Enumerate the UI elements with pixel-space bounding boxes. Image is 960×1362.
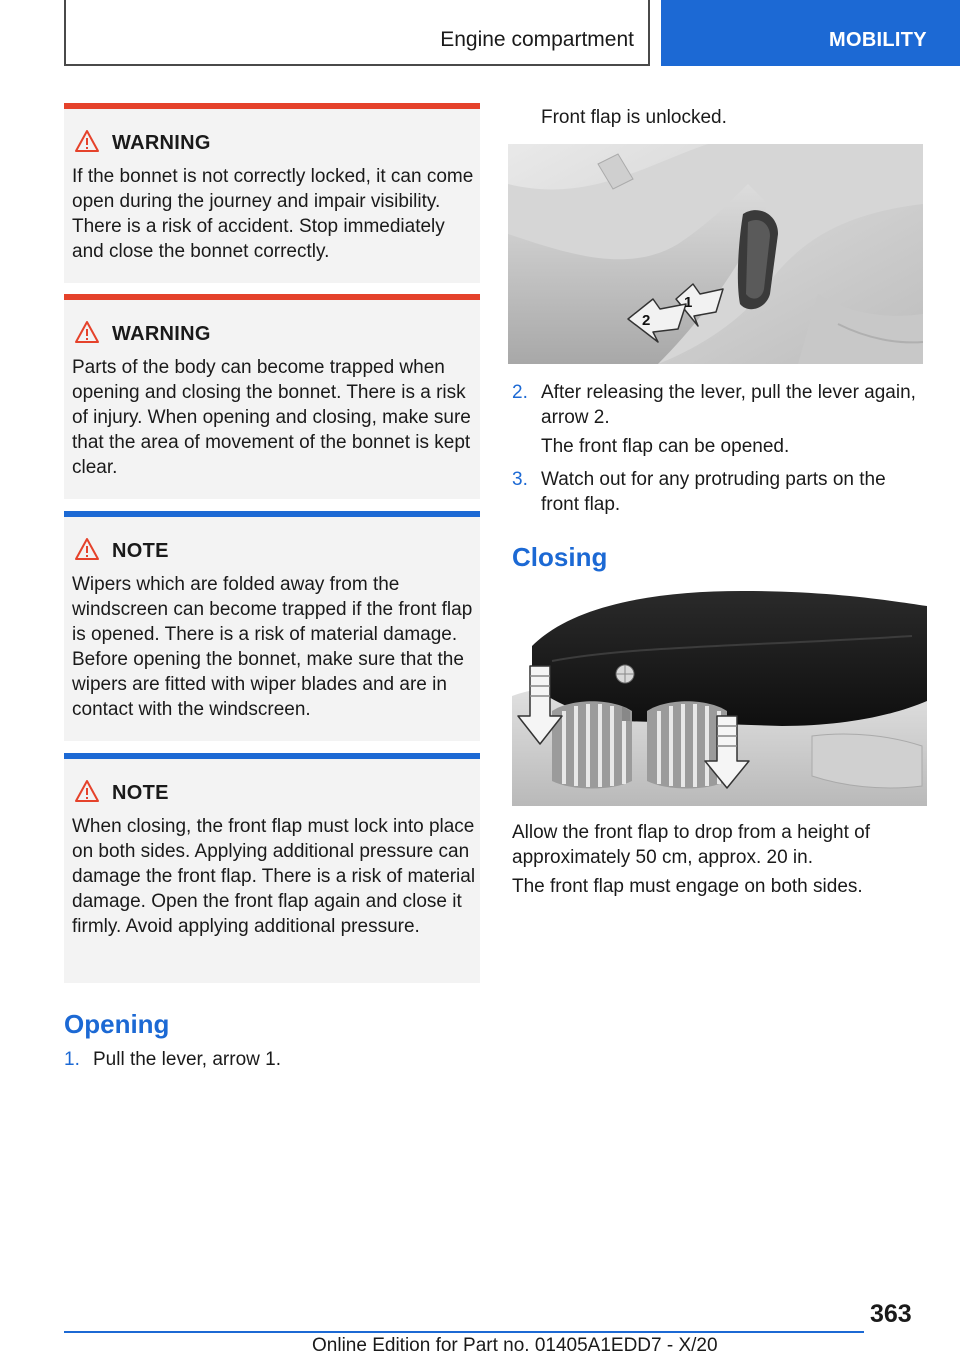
step-number: 2. <box>512 382 528 403</box>
closing-paragraph: Allow the front flap to drop from a height of approximately 50 cm, approx. 20 in. <box>512 822 871 868</box>
closing-heading: Closing <box>512 542 608 572</box>
warning-callout <box>64 103 480 283</box>
step-text: Watch out for any protruding parts on the front flap. <box>541 469 886 515</box>
warning-triangle-icon <box>74 129 100 153</box>
callout-text: Wipers which are folded away from the windscreen can become trapped if the front flap is opened. There is a risk of material damage. Before opening the bonnet, make sure that the wipers are fitted with wiper blades and are in contact with the windscreen. <box>72 574 473 720</box>
callout-label: WARNING <box>112 323 211 345</box>
warning-bar <box>64 294 480 300</box>
header-section-tab <box>64 0 650 66</box>
header-chapter-title: MOBILITY <box>829 29 927 51</box>
warning-callout <box>64 294 480 499</box>
callout-text: If the bonnet is not correctly locked, it can come open during the journey and impair visibility. There is a risk of accident. Stop immediately and close the bonnet correctly. <box>72 166 474 262</box>
note-bar <box>64 753 480 759</box>
warning-bar <box>64 103 480 109</box>
step-result: The front flap can be opened. <box>541 436 790 457</box>
arrow-label: 1 <box>684 294 693 311</box>
step-number: 3. <box>512 469 528 490</box>
header-section-title: Engine compartment <box>440 28 634 51</box>
opening-heading: Opening <box>64 1009 170 1039</box>
footer-edition: Online Edition for Part no. 01405A1EDD7 - X/20 <box>312 1335 718 1356</box>
callout-text: When closing, the front flap must lock into place on both sides. Applying additional pressure can damage the front flap. There is a risk of material damage. Open the front flap again and close it firmly. Avoid applying additional pressure. <box>72 816 476 937</box>
note-callout <box>64 753 480 983</box>
warning-triangle-icon <box>74 537 100 561</box>
callout-label: NOTE <box>112 540 169 562</box>
step-text: Pull the lever, arrow 1. <box>93 1049 281 1070</box>
warning-triangle-icon <box>74 779 100 803</box>
closing-paragraph: The front flap must engage on both sides. <box>512 876 863 897</box>
note-callout <box>64 511 480 741</box>
callout-text: Parts of the body can become trapped when opening and closing the bonnet. There is a risk of injury. When opening and closing, make sure that the area of movement of the bonnet is kept clear. <box>72 357 471 478</box>
warning-triangle-icon <box>74 320 100 344</box>
header-chapter-tab <box>661 0 960 66</box>
step-result: Front flap is unlocked. <box>541 107 727 128</box>
footer-rule <box>64 1331 864 1333</box>
page-number: 363 <box>870 1300 912 1328</box>
callout-label: NOTE <box>112 782 169 804</box>
arrow-label: 2 <box>642 312 651 329</box>
bonnet-closing-illustration <box>512 586 927 806</box>
note-bar <box>64 511 480 517</box>
step-number: 1. <box>64 1049 80 1070</box>
callout-label: WARNING <box>112 132 211 154</box>
step-text: After releasing the lever, pull the lever again, arrow 2. <box>541 382 916 428</box>
lever-illustration <box>508 144 923 364</box>
